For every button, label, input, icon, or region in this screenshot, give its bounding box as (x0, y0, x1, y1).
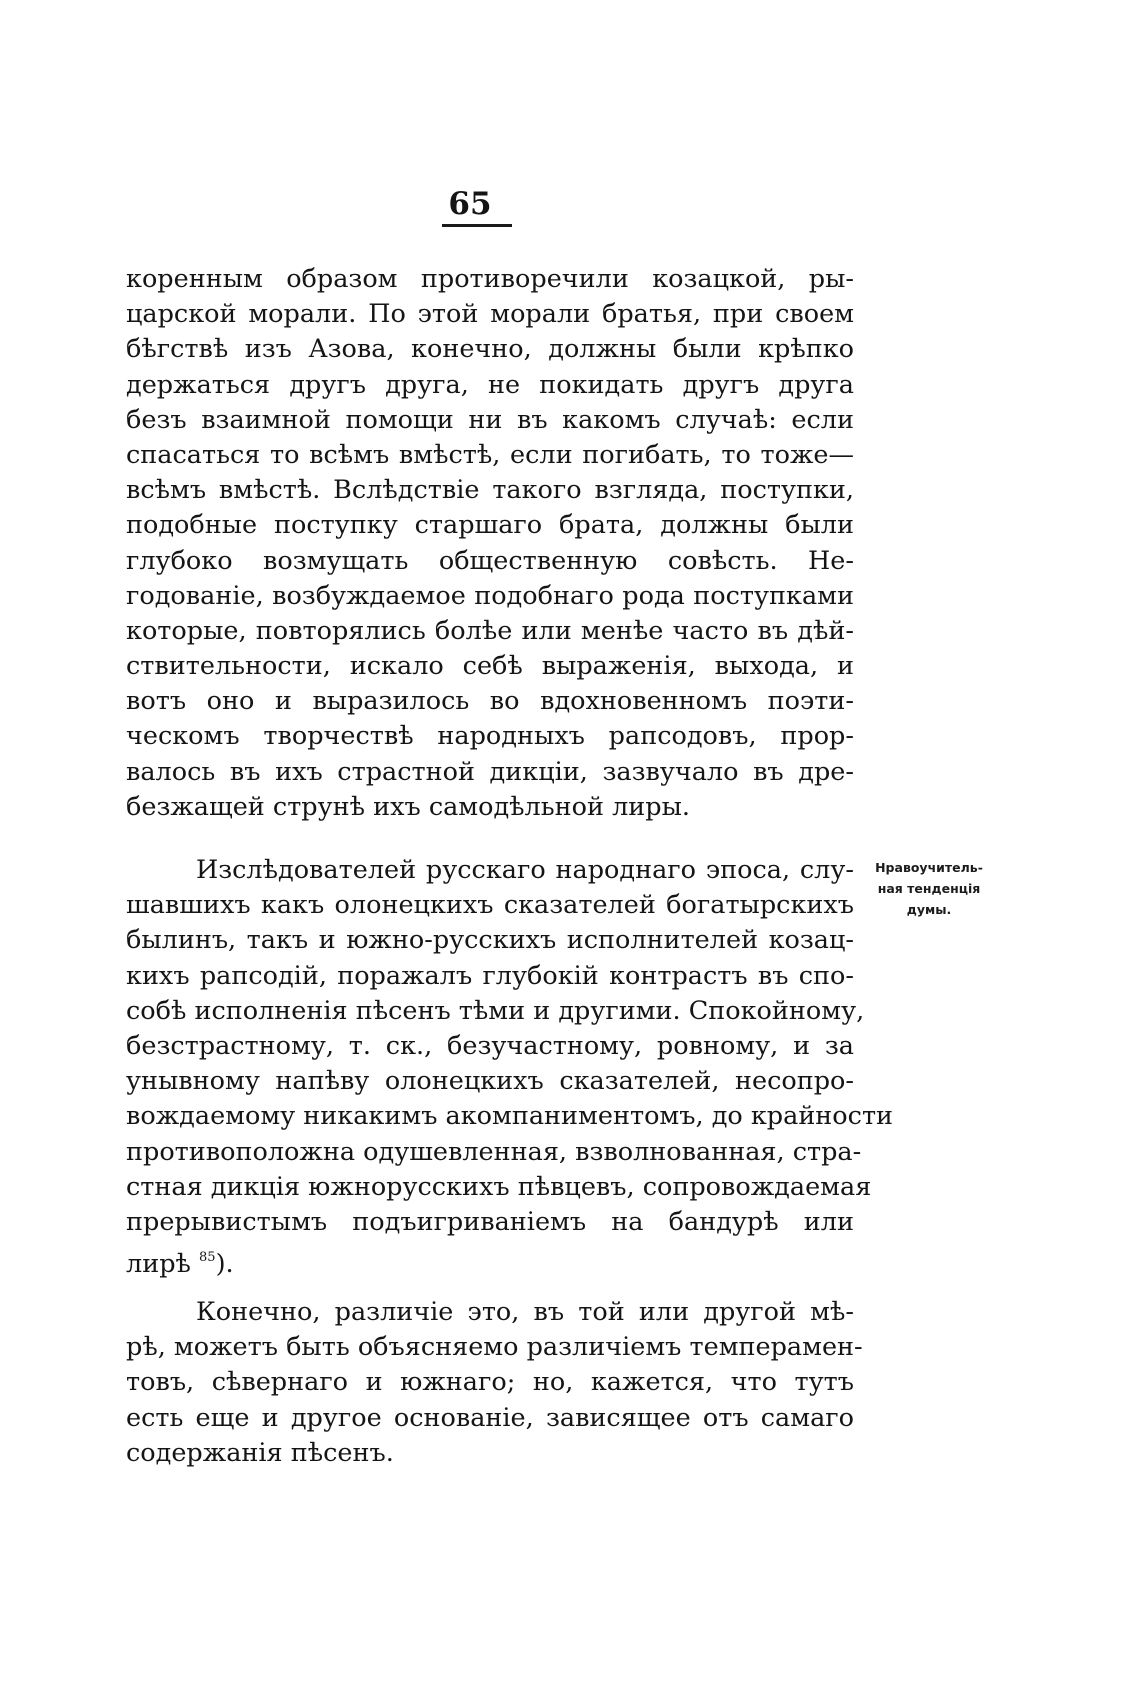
text-line: товъ, сѣвернаго и южнаго; но, кажется, что тутъ (126, 1367, 854, 1398)
margin-note-line: ная тенденція (877, 881, 981, 896)
text-line: есть еще и другое основаніе, зависящее отъ самаго (126, 1402, 854, 1433)
text-line: прерывистымъ подъигриваніемъ на бандурѣ или (126, 1206, 854, 1237)
footnote-reference: 85 (199, 1250, 216, 1266)
text-line: бѣгствѣ изъ Азова, конечно, должны были крѣпко (126, 334, 854, 365)
text-fragment: ). (215, 1249, 234, 1280)
text-line: вотъ оно и выразилось во вдохновенномъ поэти- (126, 686, 854, 717)
text-line: безстрастному, т. ск., безучастному, ровному, и за (126, 1030, 854, 1061)
paragraph-1 (126, 262, 854, 825)
text-line: подобные поступку старшаго брата, должны были (126, 510, 854, 541)
text-line: глубоко возмущать общественную совѣсть. Не- (126, 545, 854, 576)
text-line: которые, повторялись болѣе или менѣе часто въ дѣй- (126, 615, 854, 646)
text-line: вождаемому никакимъ акомпаниментомъ, до крайности (126, 1101, 894, 1132)
text-line: ческомъ творчествѣ народныхъ рапсодовъ, прор- (126, 721, 854, 752)
text-line: противоположна одушевленная, взволнованная, стра- (126, 1136, 862, 1167)
text-line: собѣ исполненія пѣсенъ тѣми и другими. Спокойному, (126, 995, 865, 1026)
page-number-underline (442, 224, 512, 227)
text-fragment: лирѣ (126, 1249, 191, 1280)
text-line: стная дикція южнорусскихъ пѣвцевъ, сопровождаемая (126, 1171, 872, 1202)
margin-note (864, 857, 994, 920)
text-line: безжащей струнѣ ихъ самодѣльной лиры. (126, 791, 691, 822)
text-line: спасаться то всѣмъ вмѣстѣ, если погибать, то тоже— (126, 439, 854, 470)
text-line: кихъ рапсодій, поражалъ глубокій контрастъ въ спо- (126, 960, 854, 991)
text-line: коренным образом противоречили козацкой, ры- (126, 264, 854, 294)
margin-note-line: Нравоучитель- (875, 860, 983, 875)
page-number: 65 (448, 186, 492, 222)
text-line: шавшихъ какъ олонецкихъ сказателей богатырскихъ (126, 890, 854, 921)
text-line: всѣмъ вмѣстѣ. Вслѣдствіе такого взгляда, поступки, (126, 475, 854, 506)
text-line (126, 1240, 854, 1280)
text-line: рѣ, можетъ быть объясняемо различіемъ темперамен- (126, 1332, 863, 1363)
text-line: держаться другъ друга, не покидать другъ друга (126, 369, 854, 400)
margin-note-line: думы. (906, 902, 952, 917)
text-line: безъ взаимной помощи ни въ какомъ случаѣ: если (126, 404, 854, 435)
text-line: Изслѣдователей русскаго народнаго эпоса, слу- (196, 855, 854, 885)
text-line: годованіе, возбуждаемое подобнаго рода поступками (126, 580, 854, 611)
text-line: унывному напѣву олонецкихъ сказателей, несопро- (126, 1066, 854, 1097)
paragraph-2 (126, 853, 894, 1280)
text-line: былинъ, такъ и южно-русскихъ исполнителей козац- (126, 925, 854, 956)
paragraph-3 (126, 1295, 863, 1471)
text-line: валось въ ихъ страстной дикціи, зазвучало въ дре- (126, 756, 854, 787)
text-line: царской морали. По этой морали братья, при своем (126, 299, 854, 330)
text-line: ствительности, искало себѣ выраженія, выхода, и (126, 651, 854, 682)
text-line: содержанія пѣсенъ. (126, 1437, 394, 1468)
text-line: Конечно, различіе это, въ той или другой мѣ- (196, 1297, 854, 1327)
